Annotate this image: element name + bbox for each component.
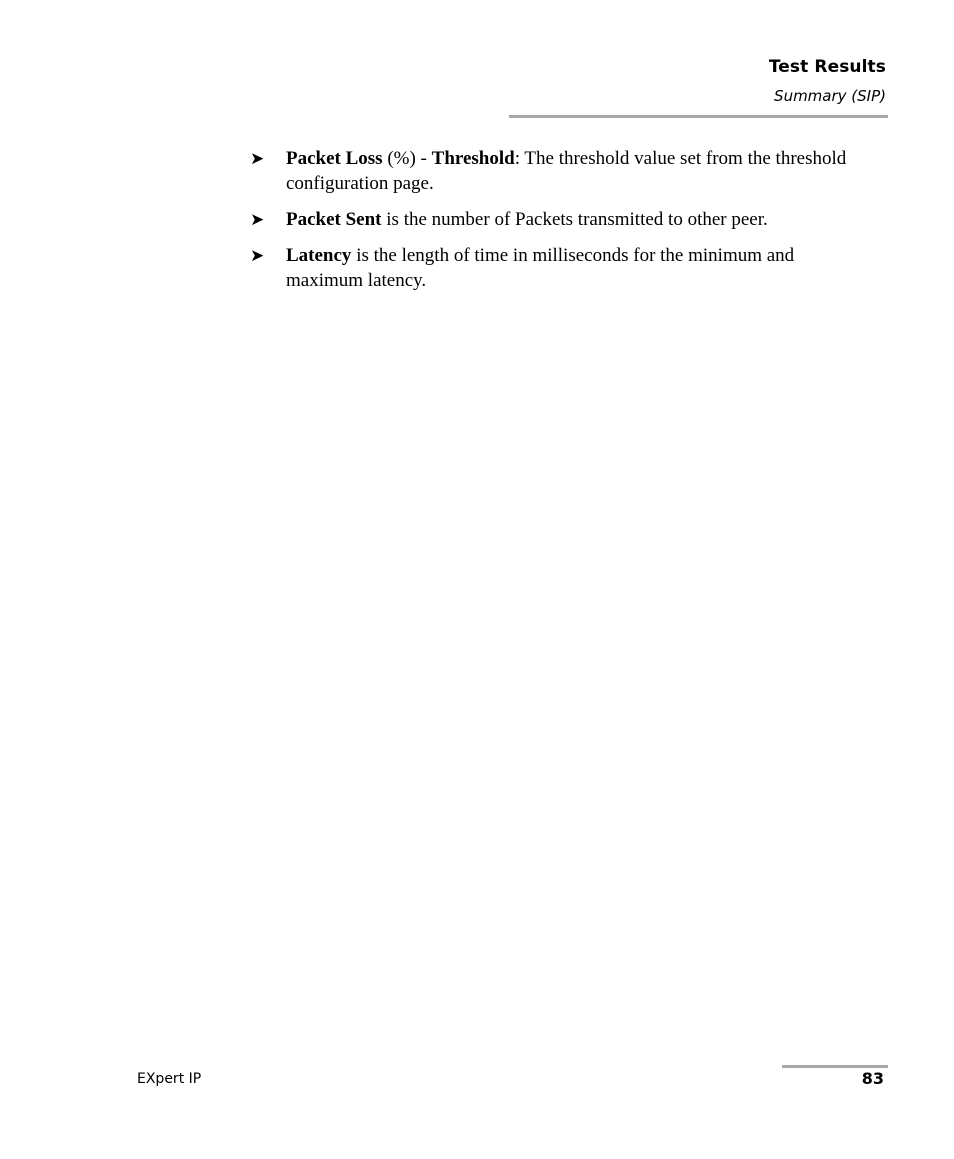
- term-packet-loss: Packet Loss: [286, 148, 383, 169]
- list-item: [250, 146, 860, 196]
- list-item: [250, 207, 860, 232]
- list-item: [250, 243, 860, 293]
- footer-product-name: EXpert IP: [137, 1071, 202, 1087]
- bullet-list: [250, 146, 860, 304]
- term-threshold: Threshold: [431, 148, 515, 169]
- bullet-description: is the length of time in milliseconds for the minimum and maximum latency.: [286, 245, 795, 291]
- footer-rule: [782, 1065, 888, 1068]
- term-connector: (%) -: [382, 148, 432, 169]
- page-number: 83: [861, 1069, 884, 1088]
- header-rule: [509, 115, 888, 118]
- arrow-bullet-icon: ➤: [250, 246, 265, 266]
- arrow-bullet-icon: ➤: [250, 149, 265, 169]
- term-latency: Latency: [286, 245, 352, 266]
- arrow-bullet-icon: ➤: [250, 210, 265, 230]
- term-packet-sent: Packet Sent: [286, 209, 382, 230]
- bullet-description: : The threshold value set from the threshold configuration page.: [286, 148, 847, 194]
- bullet-description: is the number of Packets transmitted to other peer.: [381, 209, 768, 230]
- running-header-subtitle: Summary (SIP): [774, 87, 886, 105]
- running-header-title: Test Results: [768, 57, 886, 77]
